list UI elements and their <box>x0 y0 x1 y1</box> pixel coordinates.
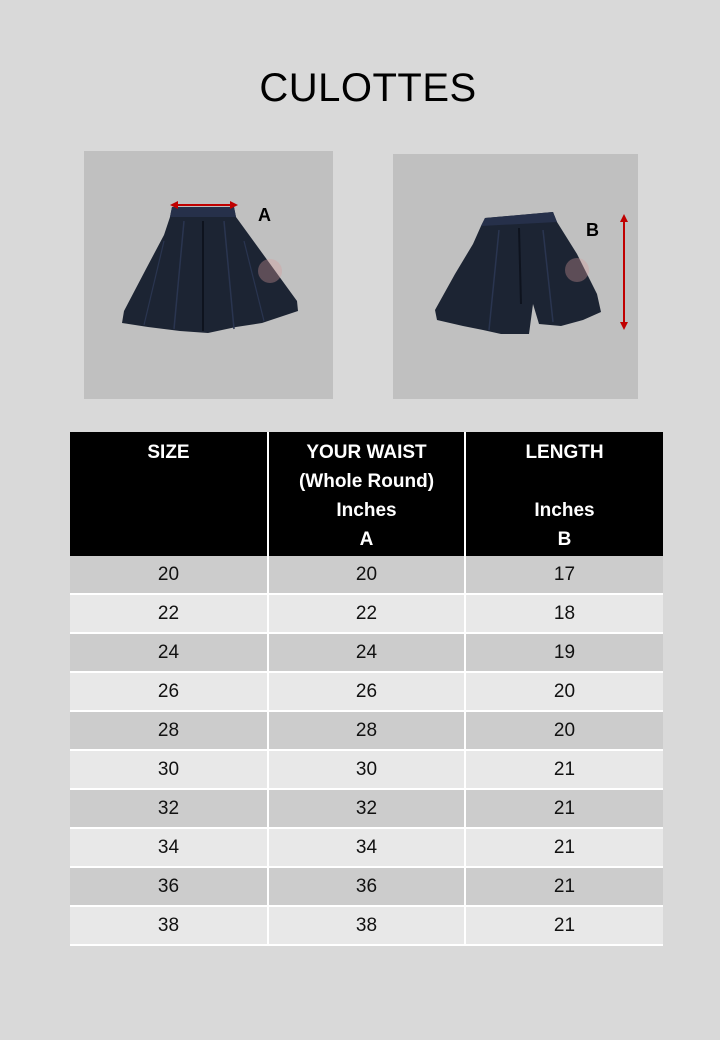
cell-size: 30 <box>70 750 268 789</box>
table-row <box>70 789 663 828</box>
cell-waist: 30 <box>268 750 465 789</box>
table-row <box>70 711 663 750</box>
cell-length: 21 <box>465 789 663 828</box>
cell-length: 17 <box>465 556 663 594</box>
table-row <box>70 867 663 906</box>
header-waist: YOUR WAIST (Whole Round) Inches A <box>268 432 465 556</box>
cell-waist: 24 <box>268 633 465 672</box>
cell-size: 36 <box>70 867 268 906</box>
table-row <box>70 556 663 594</box>
cell-length: 21 <box>465 867 663 906</box>
cell-waist: 32 <box>268 789 465 828</box>
cell-size: 32 <box>70 789 268 828</box>
culottes-front-photo <box>84 151 333 399</box>
cell-waist: 20 <box>268 556 465 594</box>
header-length: LENGTH Inches B <box>465 432 663 556</box>
cell-waist: 38 <box>268 906 465 945</box>
size-chart-table <box>70 432 663 946</box>
cell-length: 21 <box>465 828 663 867</box>
cell-waist: 36 <box>268 867 465 906</box>
cell-size: 24 <box>70 633 268 672</box>
cell-size: 20 <box>70 556 268 594</box>
cell-length: 20 <box>465 672 663 711</box>
cell-length: 19 <box>465 633 663 672</box>
table-row <box>70 828 663 867</box>
culottes-back-photo <box>393 154 638 399</box>
table-row <box>70 594 663 633</box>
cell-length: 21 <box>465 750 663 789</box>
length-label-b: B <box>586 220 599 240</box>
table-row <box>70 750 663 789</box>
cell-waist: 22 <box>268 594 465 633</box>
cell-waist: 26 <box>268 672 465 711</box>
header-size: SIZE <box>70 432 268 556</box>
table-row <box>70 633 663 672</box>
table-row <box>70 906 663 945</box>
cell-length: 18 <box>465 594 663 633</box>
cell-size: 38 <box>70 906 268 945</box>
table-row <box>70 672 663 711</box>
table-header-row <box>70 432 663 556</box>
page-title: CULOTTES <box>259 66 477 110</box>
cell-waist: 34 <box>268 828 465 867</box>
cell-size: 28 <box>70 711 268 750</box>
cell-size: 34 <box>70 828 268 867</box>
cell-size: 22 <box>70 594 268 633</box>
cell-waist: 28 <box>268 711 465 750</box>
cell-size: 26 <box>70 672 268 711</box>
cell-length: 21 <box>465 906 663 945</box>
waist-label-a: A <box>258 205 271 225</box>
cell-length: 20 <box>465 711 663 750</box>
